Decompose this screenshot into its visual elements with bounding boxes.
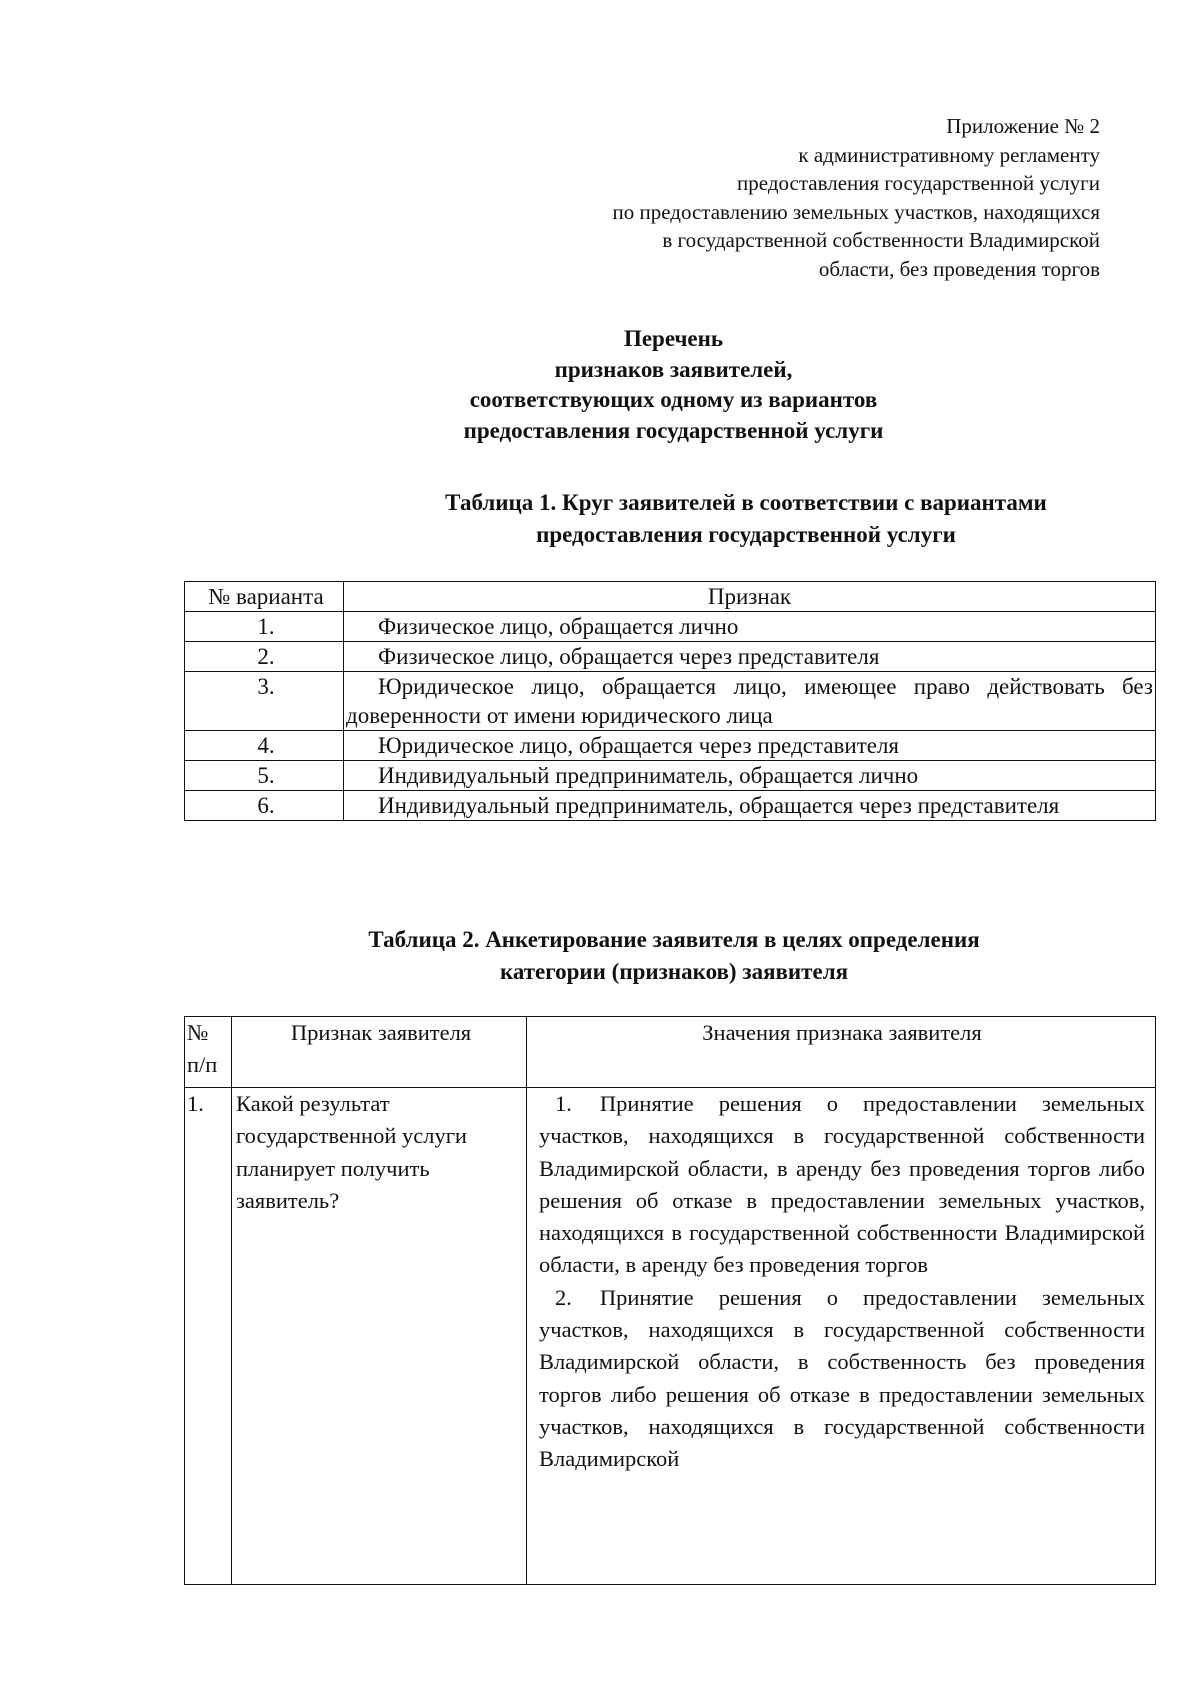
- sign-value-number: 1.: [555, 1091, 572, 1116]
- variant-sign: Физическое лицо, обращается через представителя: [344, 642, 1156, 672]
- variant-sign: Индивидуальный предприниматель, обращается лично: [344, 761, 1156, 791]
- caption-line: Таблица 2. Анкетирование заявителя в целях определения: [368, 927, 980, 952]
- variant-number: 6.: [185, 791, 344, 821]
- title-line: Перечень: [623, 326, 724, 351]
- table-row: [185, 761, 1156, 791]
- variant-number: 5.: [185, 761, 344, 791]
- title-line: предоставления государственной услуги: [463, 417, 884, 443]
- sign-value-text: Принятие решения о предоставлении земельных участков, находящихся в государственной собственности Владимирской области, в аренду без проведения торгов либо решения об отказе в предоставлении земельных участков, находящихся в государственной собственности Владимирской области, в аренду без проведения торгов: [539, 1091, 1145, 1278]
- annex-line: по предоставлению земельных участков, находящихся: [612, 199, 1100, 224]
- header-row-number: № п/п: [185, 1017, 232, 1088]
- table-row: [185, 642, 1156, 672]
- variant-number: 1.: [185, 612, 344, 642]
- annex-line: Приложение № 2: [946, 114, 1100, 138]
- table-row: [185, 672, 1156, 731]
- annex-header: [400, 112, 1100, 283]
- table-header-row: [185, 1017, 1156, 1088]
- table-row: [185, 612, 1156, 642]
- variant-number: 4.: [185, 731, 344, 761]
- questionnaire-table: [184, 1016, 1156, 1585]
- caption-line: категории (признаков) заявителя: [499, 959, 849, 984]
- table1-caption: [0, 487, 1200, 551]
- sign-value-item: [539, 1282, 1145, 1476]
- sign-value-item: [539, 1088, 1145, 1282]
- caption-line: предоставления государственной услуги: [536, 522, 956, 547]
- header-sign-values: Значения признака заявителя: [527, 1017, 1156, 1088]
- annex-line: в государственной собственности Владимирской: [662, 228, 1100, 252]
- annex-line: области, без проведения торгов: [818, 256, 1100, 281]
- row-number: 1.: [185, 1088, 232, 1585]
- variant-sign: Индивидуальный предприниматель, обращается через представителя: [344, 791, 1156, 821]
- variant-sign: Физическое лицо, обращается лично: [344, 612, 1156, 642]
- sign-value-number: 2.: [555, 1284, 572, 1310]
- header-applicant-sign: Признак заявителя: [232, 1017, 527, 1088]
- variant-sign: Юридическое лицо, обращается через представителя: [344, 731, 1156, 761]
- table-row: [185, 791, 1156, 821]
- annex-line: предоставления государственной услуги: [737, 171, 1100, 195]
- table-row: [185, 1088, 1156, 1585]
- applicant-question: Какой результат государственной услуги планирует получить заявитель?: [232, 1088, 527, 1585]
- sign-values-cell: [527, 1088, 1156, 1585]
- caption-line: Таблица 1. Круг заявителей в соответствии с вариантами: [445, 490, 1047, 515]
- variants-table: [184, 581, 1156, 821]
- title-line: признаков заявителей,: [554, 356, 793, 382]
- variant-sign: Юридическое лицо, обращается лицо, имеющее право действовать без доверенности от имени юридического лица: [344, 672, 1156, 731]
- annex-line: к административному регламенту: [798, 142, 1100, 167]
- table-header-row: [185, 582, 1156, 612]
- variant-number: 3.: [185, 672, 344, 731]
- document-title: [0, 324, 1200, 446]
- table2-caption: [0, 924, 1200, 988]
- sign-value-text: Принятие решения о предоставлении земельных участков, находящихся в государственной собственности Владимирской области, в собственность без проведения торгов либо решения об отказе в предоставлении земельных участков, находящихся в государственной собственности Владимирской: [539, 1284, 1145, 1472]
- header-sign: Признак: [344, 582, 1156, 612]
- variant-number: 2.: [185, 642, 344, 672]
- header-variant-number: № варианта: [185, 582, 344, 612]
- title-line: соответствующих одному из вариантов: [469, 387, 878, 412]
- table-row: [185, 731, 1156, 761]
